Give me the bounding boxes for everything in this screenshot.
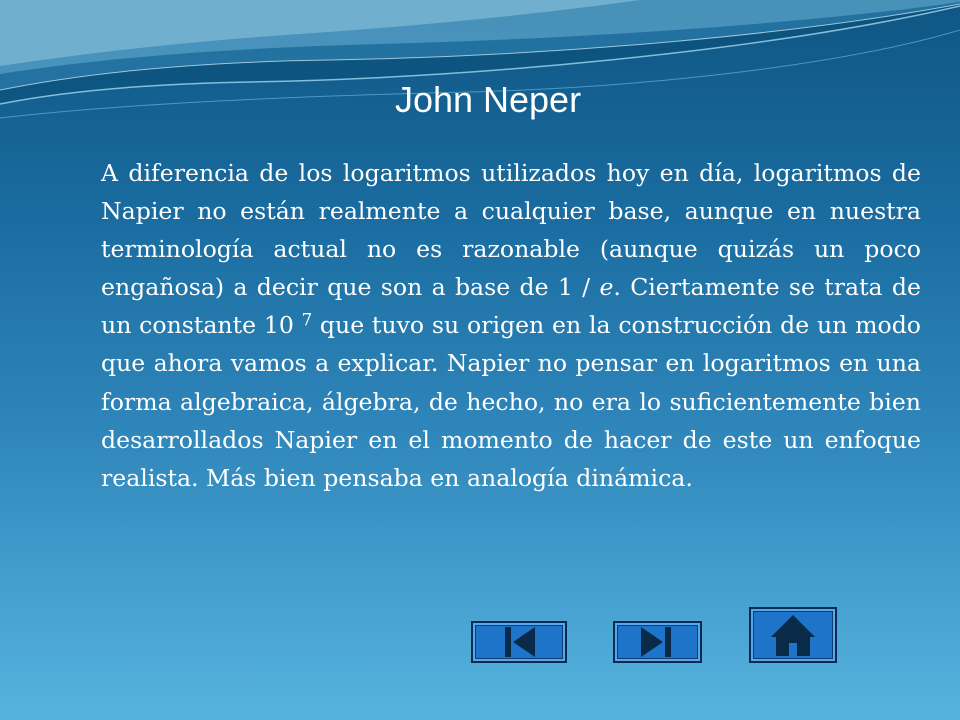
body-text-italic-e: e: [599, 273, 614, 302]
slide-title: John Neper: [394, 79, 582, 120]
slide-body-text: [101, 154, 921, 497]
home-button[interactable]: [749, 607, 837, 663]
home-icon: [751, 609, 835, 661]
body-text-part-2: . Ciertamente se trata de un constante 10: [101, 273, 921, 340]
skip-back-icon: [473, 623, 565, 661]
body-text-superscript: 7: [301, 310, 313, 330]
body-text-part-3: que tuvo su origen en la construcción de un modo que ahora vamos a explicar. Napier no pensar en logaritmos en una forma algebraica, álgebra, de hecho, no era lo suficientemente bien desarrollados Napier en el momento de hacer de este un enfoque realista. Más bien pensaba en analogía dinámica.: [101, 311, 921, 492]
body-text-part-1: A diferencia de los logaritmos utilizados hoy en día, logaritmos de Napier no están realmente a cualquier base, aunque en nuestra terminología actual no es razonable (aunque quizás un poco engañosa) a decir que son a base de 1 /: [101, 159, 921, 302]
skip-forward-icon: [615, 623, 700, 661]
previous-slide-button[interactable]: [471, 621, 567, 663]
next-slide-button[interactable]: [613, 621, 702, 663]
